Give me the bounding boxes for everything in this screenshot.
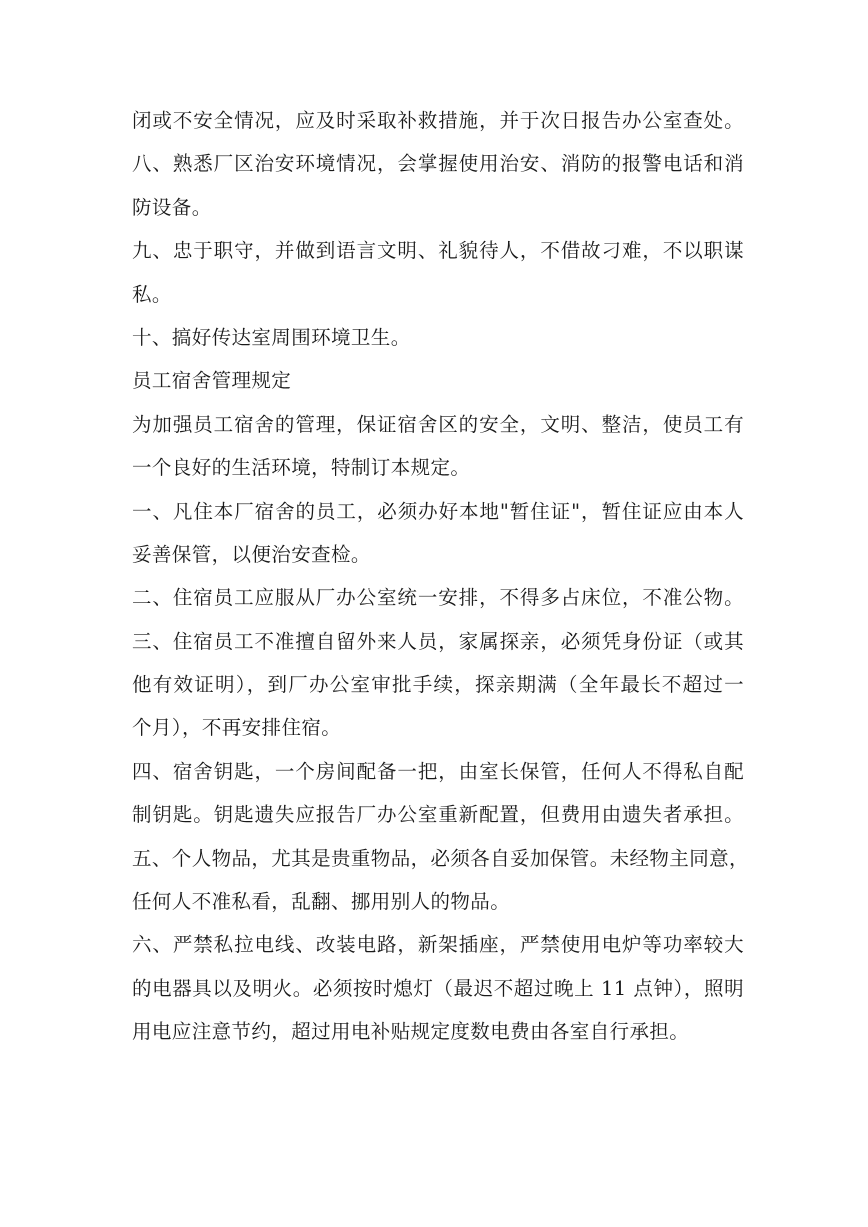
text-line-22: 用电应注意节约，超过用电补贴规定度数电费由各室自行承担。 bbox=[132, 1020, 690, 1044]
text-line-4: 九、忠于职守，并做到语言文明、礼貌待人，不借故刁难，不以职谋 bbox=[132, 239, 744, 263]
text-line-9: 一个良好的生活环境，特制订本规定。 bbox=[132, 456, 471, 480]
text-line-16: 四、宿舍钥匙，一个房间配备一把，由室长保管，任何人不得私自配 bbox=[132, 759, 744, 783]
text-line-8: 为加强员工宿舍的管理，保证宿舍区的安全，文明、整洁，使员工有 bbox=[132, 412, 744, 436]
text-line-5: 私。 bbox=[132, 282, 172, 306]
text-line-10: 一、凡住本厂宿舍的员工，必须办好本地"暂住证"，暂住证应由本人 bbox=[132, 499, 744, 523]
text-line-17: 制钥匙。钥匙遗失应报告厂办公室重新配置，但费用由遗失者承担。 bbox=[132, 803, 744, 827]
text-line-19: 任何人不准私看，乱翻、挪用别人的物品。 bbox=[132, 890, 511, 914]
text-line-6: 十、搞好传达室周围环境卫生。 bbox=[132, 325, 411, 349]
section-heading: 员工宿舍管理规定 bbox=[132, 369, 292, 393]
text-line-18: 五、个人物品，尤其是贵重物品，必须各自妥加保管。未经物主同意， bbox=[132, 846, 749, 870]
document-body bbox=[132, 109, 749, 1064]
text-line-1: 闭或不安全情况，应及时采取补救措施，并于次日报告办公室查处。 bbox=[132, 109, 744, 132]
text-line-2: 八、熟悉厂区治安环境情况，会掌握使用治安、消防的报警电话和消 bbox=[132, 152, 744, 176]
text-line-11: 妥善保管，以便治安查检。 bbox=[132, 542, 371, 566]
text-line-14: 他有效证明），到厂办公室审批手续，探亲期满（全年最长不超过一 bbox=[132, 673, 744, 697]
text-line-15: 个月），不再安排住宿。 bbox=[132, 716, 342, 740]
text-line-20: 六、严禁私拉电线、改装电路，新架插座，严禁使用电炉等功率较大 bbox=[132, 933, 744, 957]
text-line-12: 二、住宿员工应服从厂办公室统一安排，不得多占床位，不准公物。 bbox=[132, 586, 744, 610]
text-line-13: 三、住宿员工不准擅自留外来人员，家属探亲，必须凭身份证（或其 bbox=[132, 629, 744, 653]
text-line-3: 防设备。 bbox=[132, 195, 212, 219]
text-line-21: 的电器具以及明火。必须按时熄灯（最迟不超过晚上 11 点钟），照明 bbox=[132, 976, 744, 1000]
